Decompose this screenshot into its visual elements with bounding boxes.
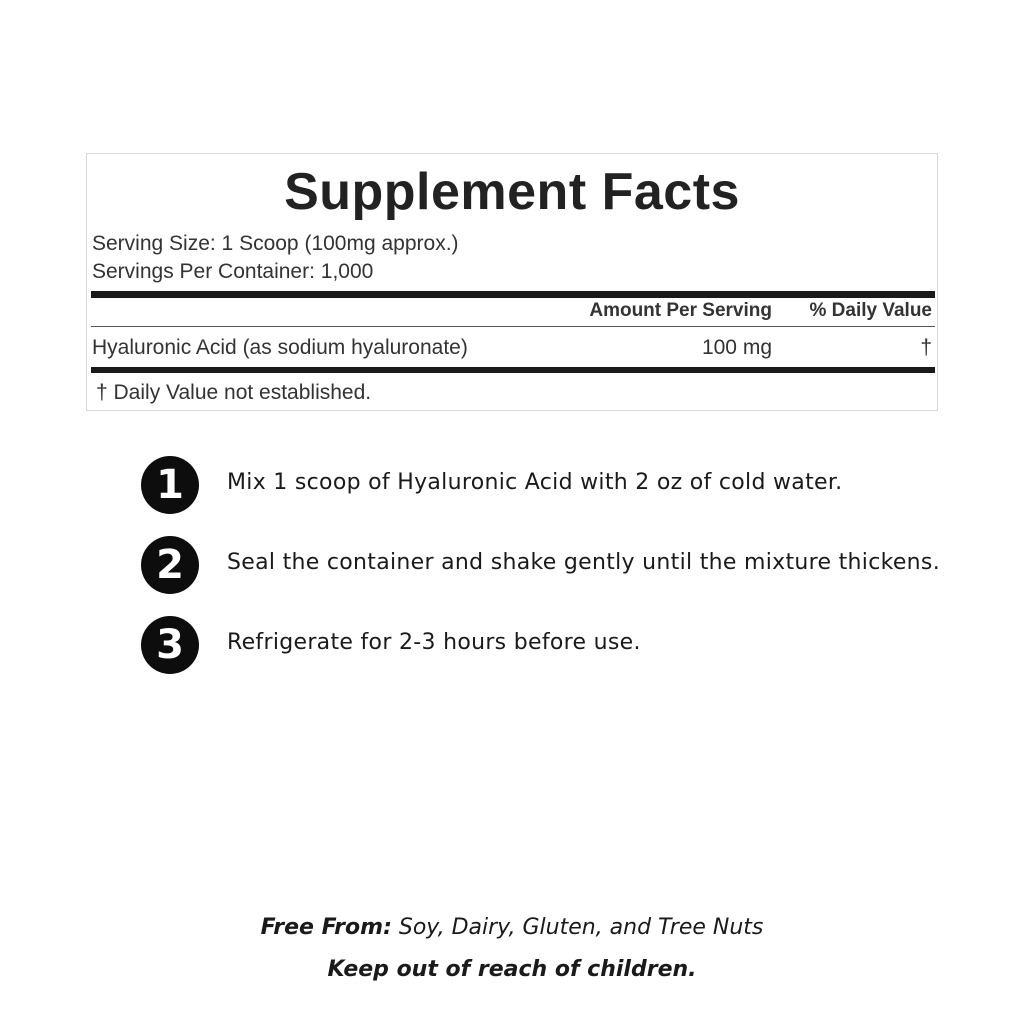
thick-divider-top <box>91 291 935 298</box>
free-from-items: Soy, Dairy, Gluten, and Tree Nuts <box>391 915 764 940</box>
step-1-text: Mix 1 scoop of Hyaluronic Acid with 2 oz of cold water. <box>227 470 843 495</box>
daily-value-header: % Daily Value <box>809 300 932 321</box>
amount-per-serving-header: Amount Per Serving <box>589 300 772 321</box>
thick-divider-bottom <box>91 367 935 373</box>
daily-value-footnote: † Daily Value not established. <box>96 381 372 404</box>
step-1-number-icon: 1 <box>141 456 199 514</box>
step-3-number-icon: 3 <box>141 616 199 674</box>
ingredient-amount: 100 mg <box>701 336 772 359</box>
supplement-facts-title: Supplement Facts <box>284 163 740 221</box>
thin-divider <box>91 326 935 327</box>
servings-per-container: Servings Per Container: 1,000 <box>92 260 374 283</box>
step-3-text: Refrigerate for 2-3 hours before use. <box>227 630 641 655</box>
free-from-statement <box>0 912 1024 944</box>
ingredient-daily-value: † <box>920 336 932 359</box>
step-2-text: Seal the container and shake gently until the mixture thickens. <box>227 550 940 575</box>
child-warning: Keep out of reach of children. <box>327 957 697 982</box>
step-2-number-icon: 2 <box>141 536 199 594</box>
serving-size: Serving Size: 1 Scoop (100mg approx.) <box>92 232 459 255</box>
free-from-label: Free From: <box>260 915 392 940</box>
ingredient-name: Hyaluronic Acid (as sodium hyaluronate) <box>92 336 468 359</box>
